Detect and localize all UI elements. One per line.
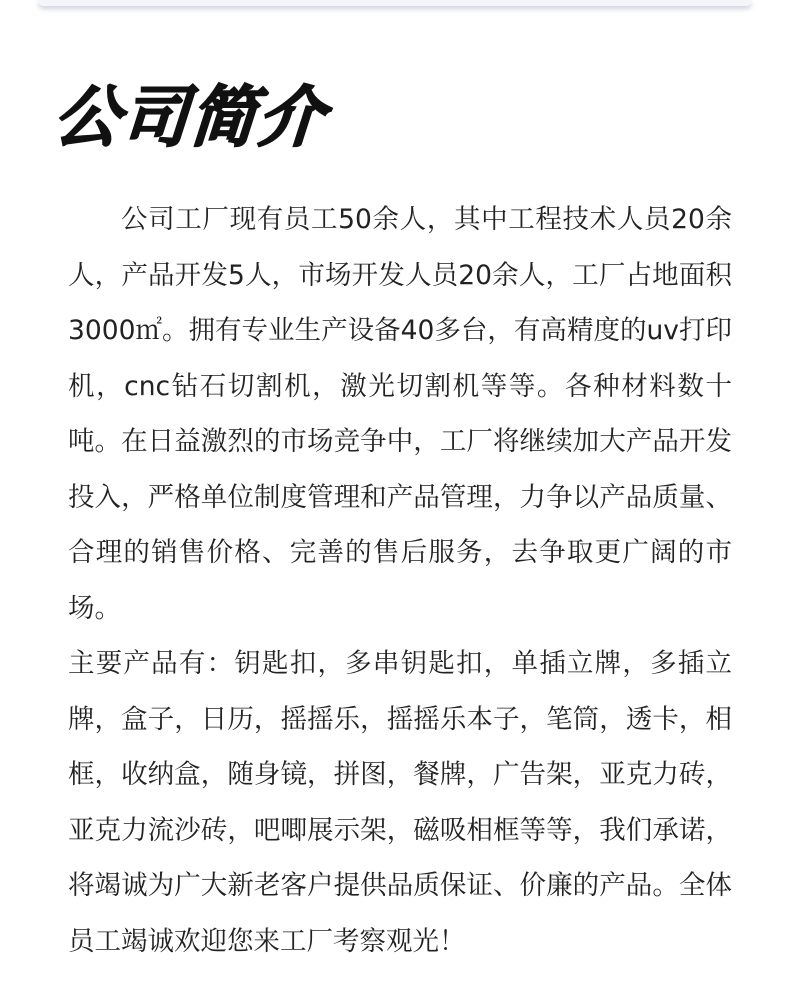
page-title: 公司简介 <box>51 79 329 156</box>
intro-paragraph-company: 公司工厂现有员工50余人，其中工程技术人员20余人，产品开发5人，市场开发人员20余人，工厂占地面积3000㎡。拥有专业生产设备40多台，有高精度的uv打印机，cnc钻石切割机，激光切割机等等。各种材料数十吨。在日益激烈的市场竞争中，工厂将继续加大产品开发投入，严格单位制度管理和产品管理，力争以产品质量、合理的销售价格、完善的售后服务，去争取更广阔的市场。 <box>68 204 732 624</box>
intro-paragraph-products: 主要产品有：钥匙扣，多串钥匙扣，单插立牌，多插立牌，盒子，日历，摇摇乐，摇摇乐本子，笔筒，透卡，相框，收纳盒，随身镜，拼图，餐牌，广告架，亚克力砖，亚克力流沙砖，吧唧展示架，磁吸相框等等，我们承诺，将竭诚为广大新老客户提供品质保证、价廉的产品。全体员工竭诚欢迎您来工厂考察观光！ <box>68 648 732 957</box>
top-banner-edge <box>38 0 752 6</box>
company-intro-body <box>68 192 732 969</box>
